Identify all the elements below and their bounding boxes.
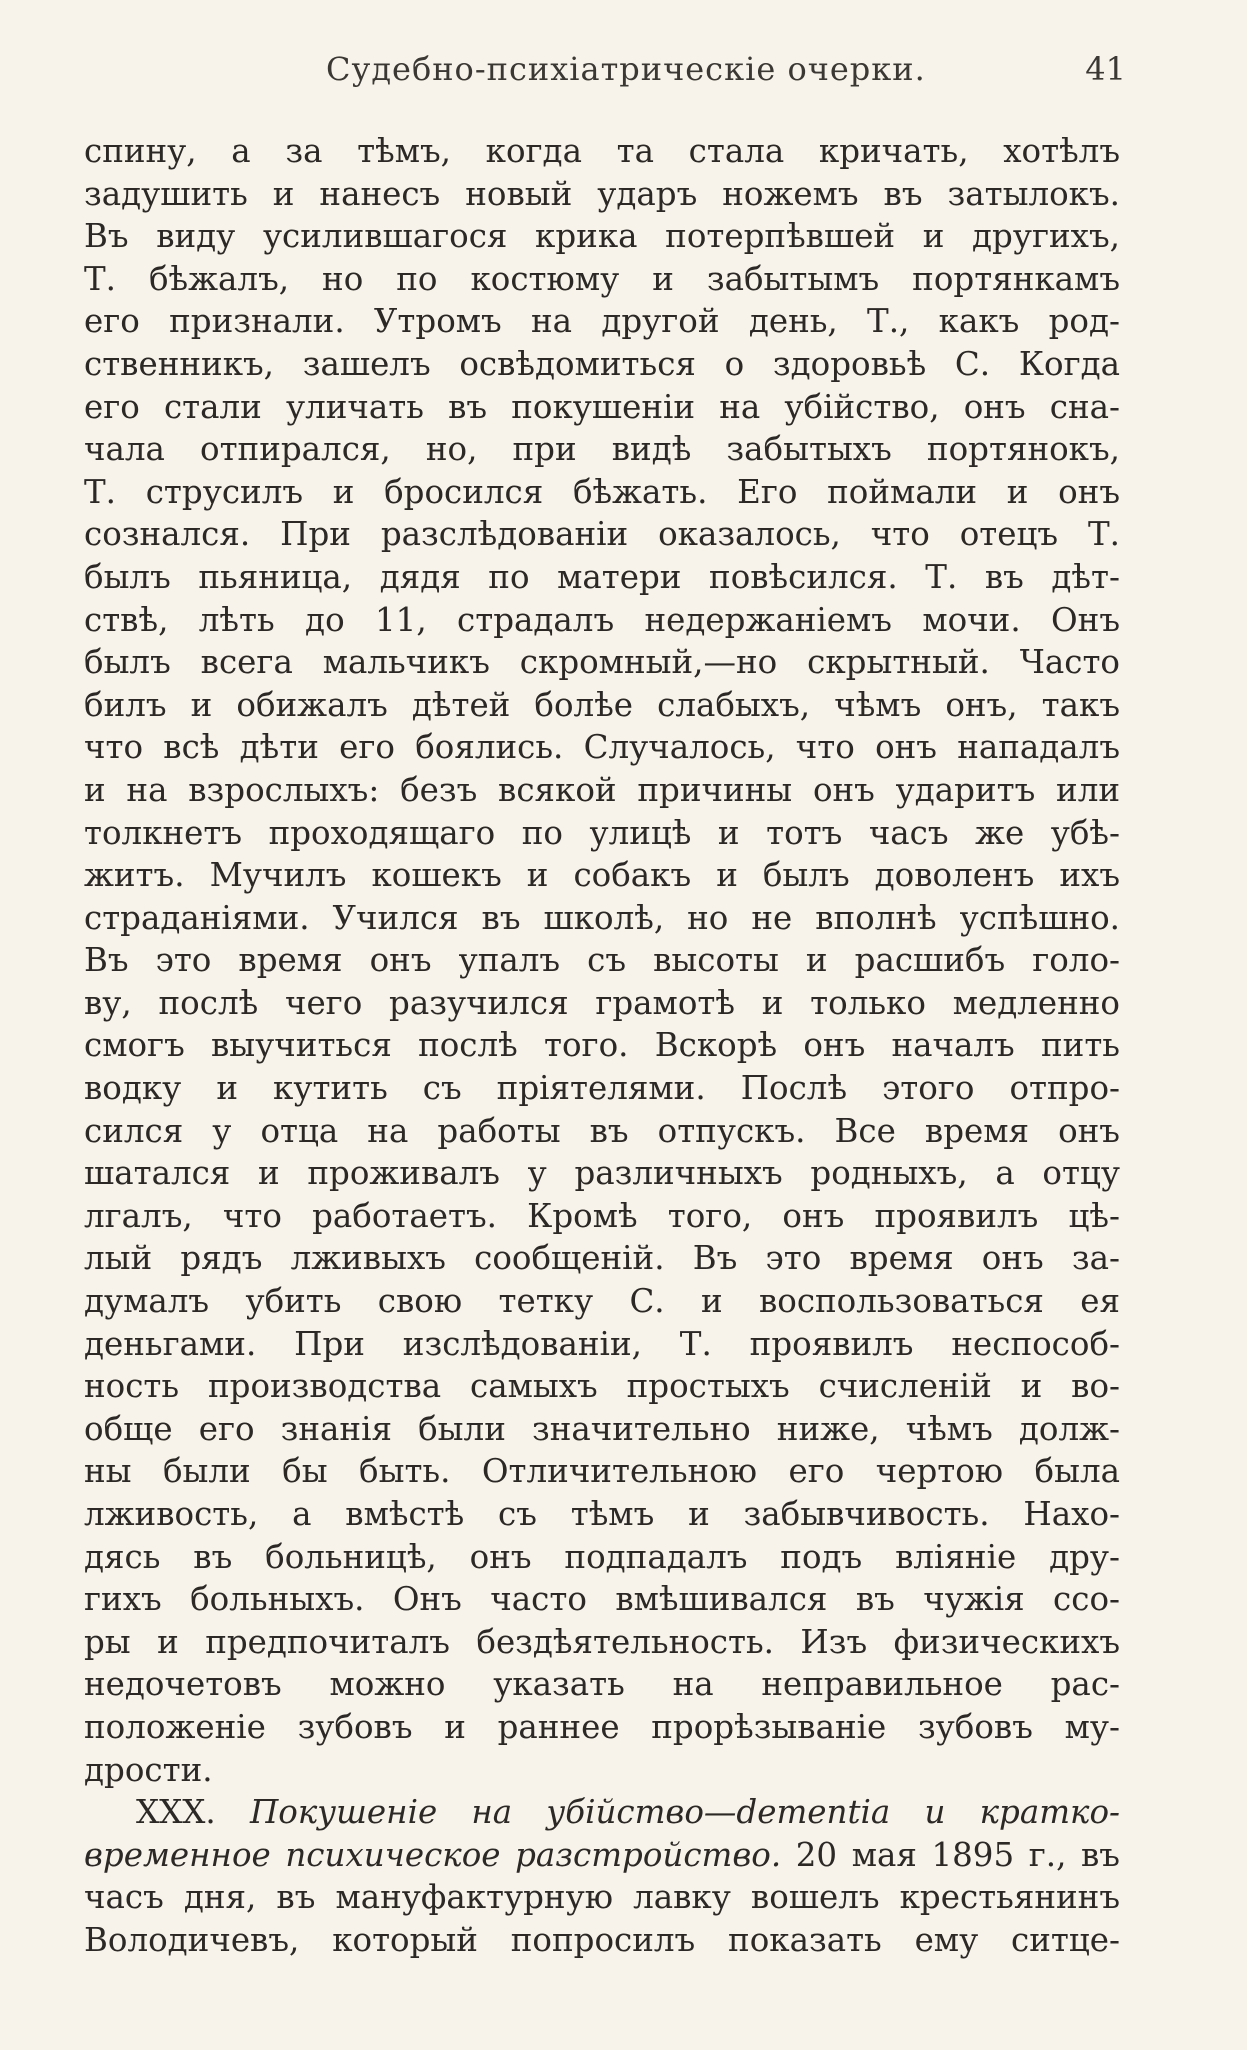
text-line: Т. бѣжалъ, но по костюму и забытымъ портянкамъ xyxy=(84,259,1120,298)
section-text-start: 20 мая 1895 г., въ xyxy=(781,1835,1120,1874)
text-line: гихъ больныхъ. Онъ часто вмѣшивался въ чужія ссо- xyxy=(84,1580,1120,1619)
text-line: водку и кутить съ пріятелями. Послѣ этого отпро- xyxy=(84,1069,1120,1108)
text-line: лгалъ, что работаетъ. Кромѣ того, онъ проявилъ цѣ- xyxy=(84,1196,1120,1235)
text-line: смогъ выучиться послѣ того. Вскорѣ онъ началъ пить xyxy=(84,1026,1120,1065)
text-line: часъ дня, въ мануфактурную лавку вошелъ крестьянинъ xyxy=(84,1878,1120,1917)
text-line: ву, послѣ чего разучился грамотѣ и только медленно xyxy=(84,983,1120,1022)
text-line: что всѣ дѣти его боялись. Случалось, что онъ нападалъ xyxy=(84,728,1120,767)
text-line: Въ виду усилившагося крика потерпѣвшей и другихъ, xyxy=(84,217,1120,256)
text-line: житъ. Мучилъ кошекъ и собакъ и былъ доволенъ ихъ xyxy=(84,856,1120,895)
text-line: дясь въ больницѣ, онъ подпадалъ подъ вліяніе дру- xyxy=(84,1537,1120,1576)
section-heading-line xyxy=(84,1791,1120,1834)
text-line: его стали уличать въ покушеніи на убійство, онъ сна- xyxy=(84,387,1120,426)
section-title-part2: временное психическое разстройство. xyxy=(84,1835,782,1874)
text-line: недочетовъ можно указать на неправильное рас- xyxy=(84,1665,1120,1704)
text-line: задушить и нанесъ новый ударъ ножемъ въ затылокъ. xyxy=(84,174,1120,213)
page-header xyxy=(86,50,1126,100)
text-line: думалъ убить свою тетку С. и воспользоваться ея xyxy=(84,1282,1120,1321)
text-line: чала отпирался, но, при видѣ забытыхъ портянокъ, xyxy=(84,430,1120,469)
text-line: страданіями. Учился въ школѣ, но не вполнѣ успѣшно. xyxy=(84,898,1120,937)
text-line: билъ и обижалъ дѣтей болѣе слабыхъ, чѣмъ онъ, такъ xyxy=(84,685,1120,724)
text-line: ствѣ, лѣть до 11, страдалъ недержаніемъ мочи. Онъ xyxy=(84,600,1120,639)
paragraph-end-line: дрости. xyxy=(84,1750,213,1789)
text-line: Т. струсилъ и бросился бѣжать. Его поймали и онъ xyxy=(84,472,1120,511)
text-line: его признали. Утромъ на другой день, Т., какъ род- xyxy=(84,302,1120,341)
body-text xyxy=(84,130,1120,1962)
text-line: Володичевъ, который попросилъ показать ему ситце- xyxy=(84,1920,1120,1959)
text-line: шатался и проживалъ у различныхъ родныхъ, а отцу xyxy=(84,1154,1120,1193)
text-line: сознался. При разслѣдованіи оказалось, что отецъ Т. xyxy=(84,515,1120,554)
text-line: былъ пьяница, дядя по матери повѣсился. Т. въ дѣт- xyxy=(84,557,1120,596)
text-line: обще его знанія были значительно ниже, чѣмъ долж- xyxy=(84,1409,1120,1448)
text-line: лживость, а вмѣстѣ съ тѣмъ и забывчивость. Нахо- xyxy=(84,1495,1120,1533)
text-line: спину, а за тѣмъ, когда та стала кричать, хотѣлъ xyxy=(84,132,1120,170)
text-line: деньгами. При изслѣдованіи, Т. проявилъ неспособ- xyxy=(84,1324,1120,1363)
text-line: положеніе зубовъ и раннее прорѣзываніе зубовъ му- xyxy=(84,1707,1120,1746)
text-line: ны были бы быть. Отличительною его чертою была xyxy=(84,1452,1120,1491)
section-number: XXX. xyxy=(136,1793,216,1832)
text-line: толкнетъ проходящаго по улицѣ и тотъ часъ же убѣ- xyxy=(84,813,1120,852)
page-number: 41 xyxy=(1085,50,1126,88)
text-line: Въ это время онъ упалъ съ высоты и расшибъ голо- xyxy=(84,941,1120,980)
text-line: ры и предпочиталъ бездѣятельность. Изъ физическихъ xyxy=(84,1622,1120,1661)
text-line: сился у отца на работы въ отпускъ. Все время онъ xyxy=(84,1111,1120,1150)
running-head: Судебно-психіатрическіе очерки. xyxy=(326,50,926,88)
section-title-part1: Покушеніе на убійство—dementia и кратко- xyxy=(249,1793,1120,1832)
text-line: и на взрослыхъ: безъ всякой причины онъ ударитъ или xyxy=(84,770,1120,809)
text-line: ность производства самыхъ простыхъ счисленій и во- xyxy=(84,1367,1120,1406)
text-line: былъ всега мальчикъ скромный,—но скрытный. Часто xyxy=(84,643,1120,682)
text-line: ственникъ, зашелъ освѣдомиться о здоровьѣ С. Когда xyxy=(84,344,1120,383)
section-heading-line xyxy=(84,1834,1120,1877)
text-line: лый рядъ лживыхъ сообщеній. Въ это время онъ за- xyxy=(84,1239,1120,1278)
